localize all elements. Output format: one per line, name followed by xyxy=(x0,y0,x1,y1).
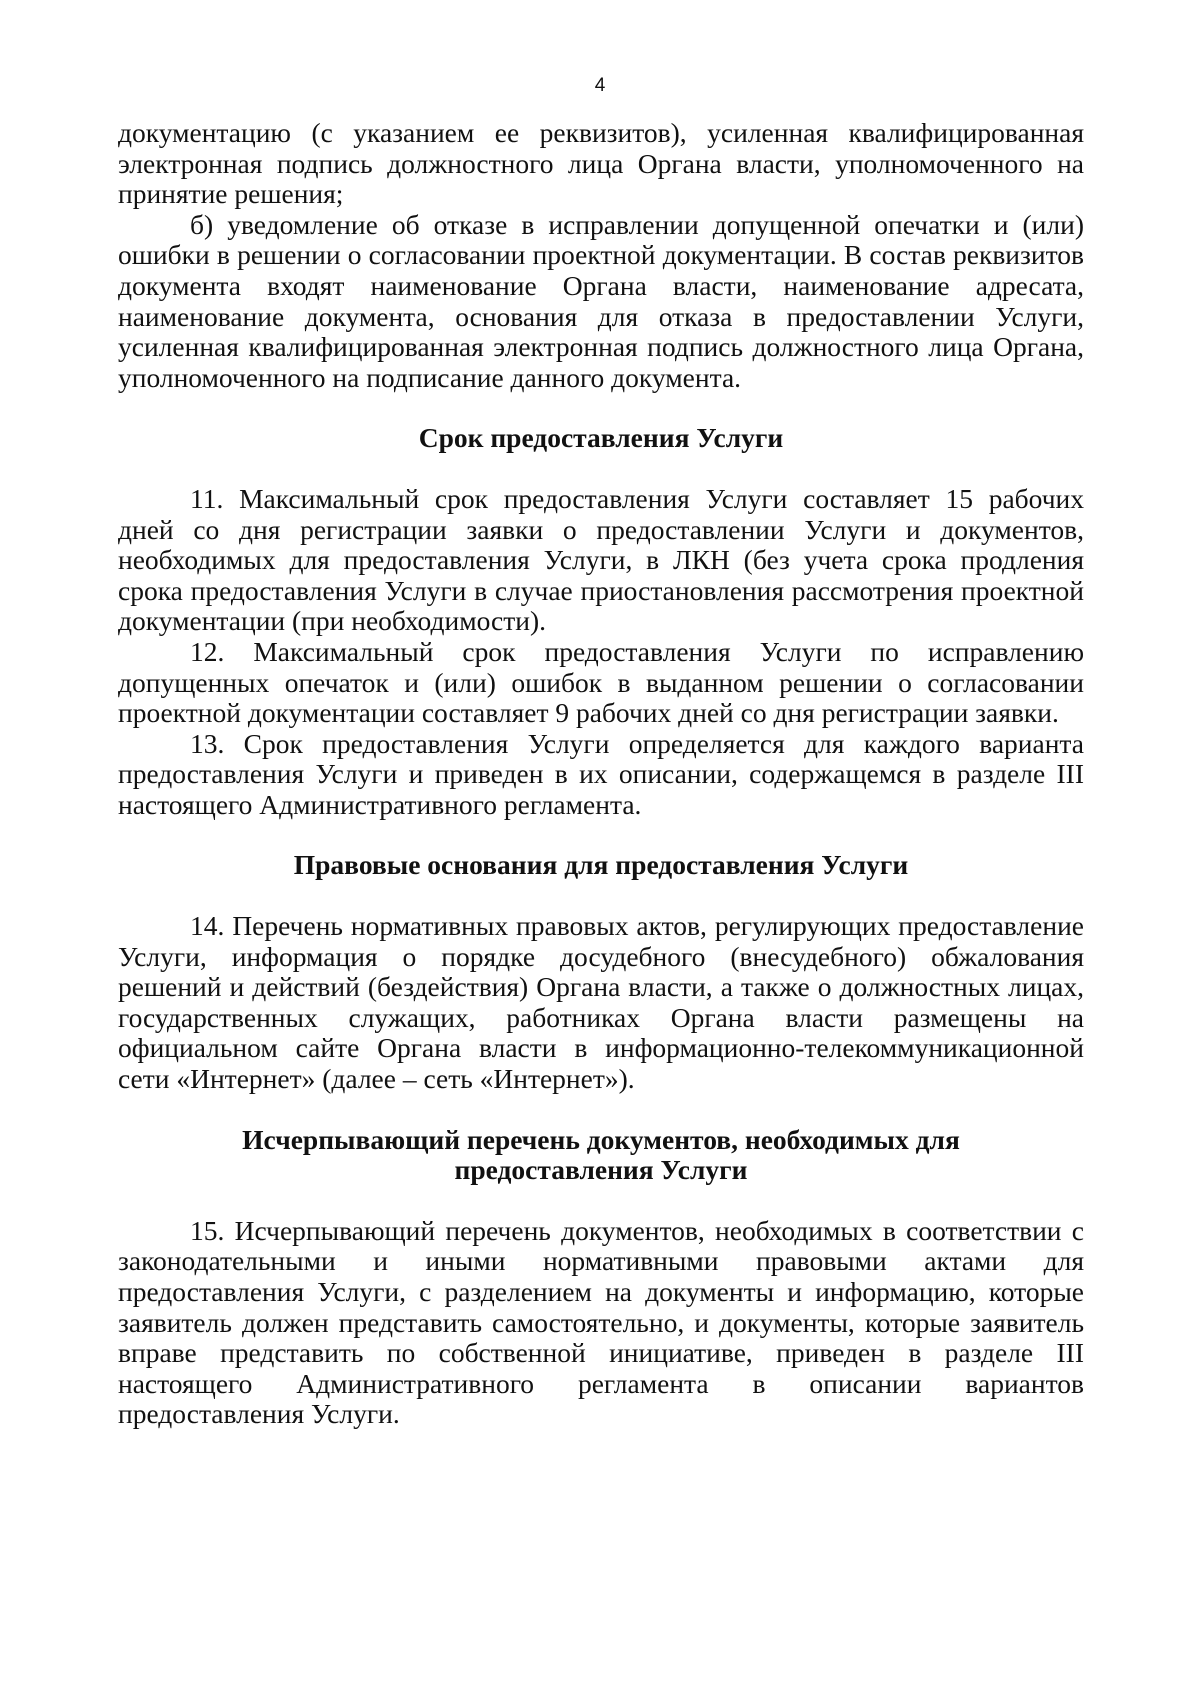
heading-documents-line-2: предоставления Услуги xyxy=(454,1154,748,1186)
paragraph-11: 11. Максимальный срок предоставления Услуги составляет 15 рабочих дней со дня регистрации заявки о предоставлении Услуги и документов, необходимых для предоставления Услуги, в ЛКН (без учета срока продления срока предоставления Услуги в случае приостановления рассмотрения проектной документации (при необходимости). xyxy=(118,482,1084,637)
paragraph-continuation: документацию (с указанием ее реквизитов), усиленная квалифицированная электронная подпись должностного лица Органа власти, уполномоченного на принятие решения; xyxy=(118,117,1084,210)
paragraph-b: б) уведомление об отказе в исправлении допущенной опечатки и (или) ошибки в решении о согласовании проектной документации. В состав реквизитов документа входят наименование Органа власти, наименование адресата, наименование документа, основания для отказа в предоставлении Услуги, усиленная квалифицированная электронная подпись должностного лица Органа, уполномоченного на подписание данного документа. xyxy=(118,208,1084,393)
paragraph-15: 15. Исчерпывающий перечень документов, необходимых в соответствии с законодательными и иными нормативными правовыми актами для предоставления Услуги, с разделением на документы и информацию, которые заявитель должен представить самостоятельно, и документы, которые заявитель вправе представить по собственной инициативе, приведен в разделе III настоящего Административного регламента в описании вариантов предоставления Услуги. xyxy=(118,1214,1084,1430)
heading-documents-list xyxy=(118,1125,1084,1186)
paragraph-13: 13. Срок предоставления Услуги определяется для каждого варианта предоставления Услуги и приведен в их описании, содержащемся в разделе III настоящего Административного регламента. xyxy=(118,727,1084,820)
heading-legal-grounds: Правовые основания для предоставления Услуги xyxy=(293,849,909,881)
paragraph-14: 14. Перечень нормативных правовых актов, регулирующих предоставление Услуги, информация о порядке досудебного (внесудебного) обжалования решений и действий (бездействия) Органа власти, а также о должностных лицах, государственных служащих, работниках Органа власти размещены на официальном сайте Органа власти в информационно-телекоммуникационной сети «Интернет» (далее – сеть «Интернет»). xyxy=(118,910,1084,1095)
paragraph-12: 12. Максимальный срок предоставления Услуги по исправлению допущенных опечаток и (или) ошибок в выданном решении о согласовании проектной документации составляет 9 рабочих дней со дня регистрации заявки. xyxy=(118,635,1084,729)
document-body xyxy=(118,118,1084,1430)
page-number: 4 xyxy=(594,75,606,96)
heading-service-term: Срок предоставления Услуги xyxy=(418,422,784,454)
heading-documents-line-1: Исчерпывающий перечень документов, необходимых для xyxy=(242,1123,960,1155)
